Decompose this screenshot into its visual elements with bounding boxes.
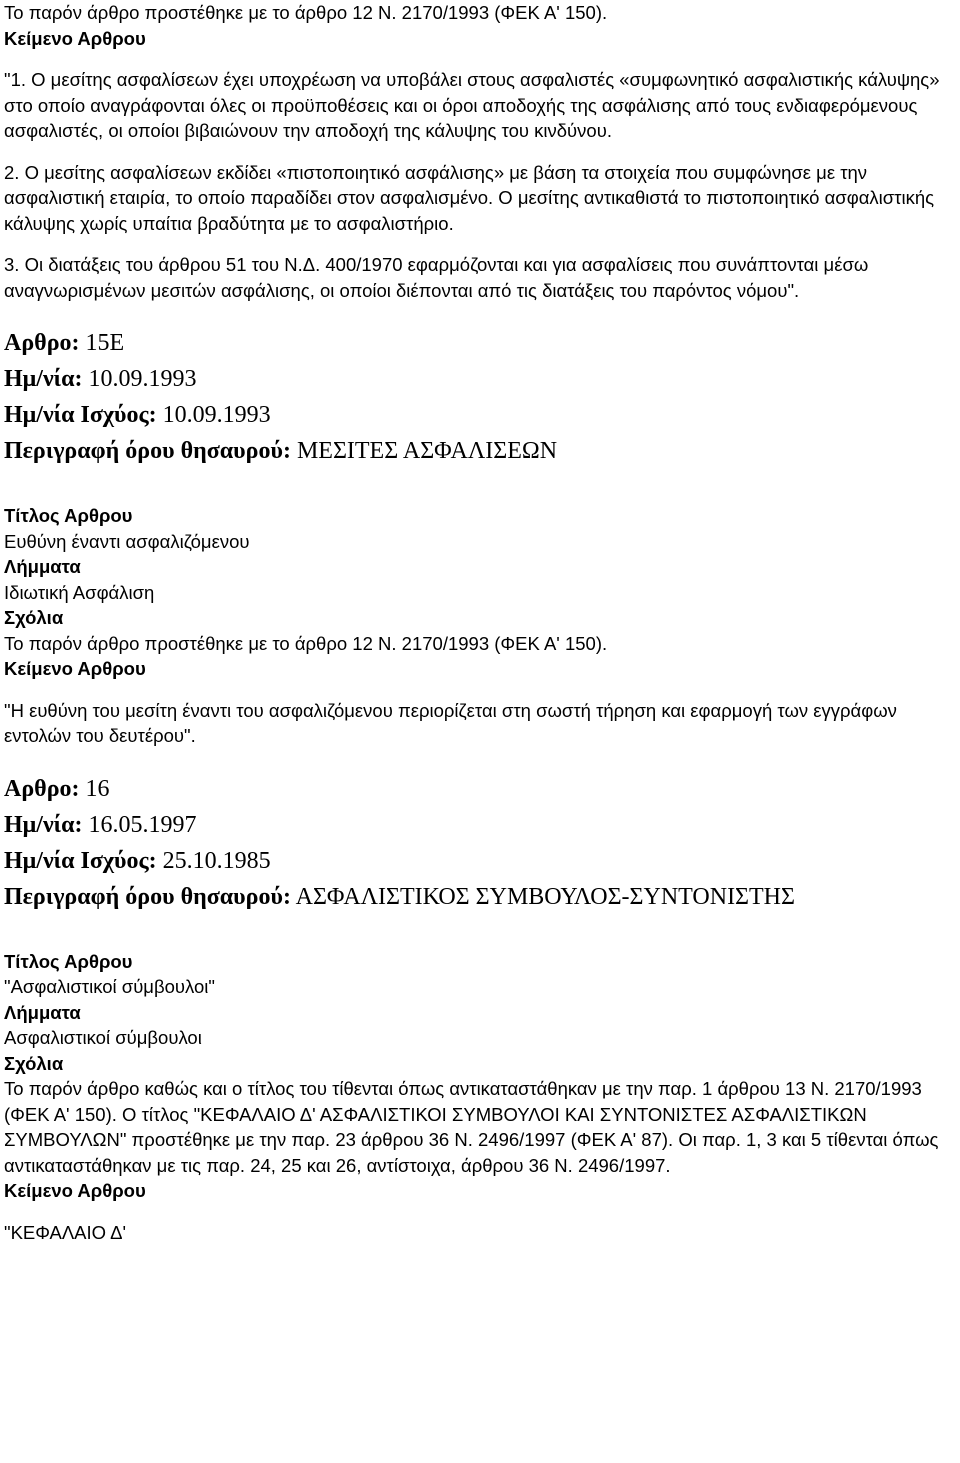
article-effective-row	[4, 843, 954, 879]
title-heading: Τίτλος Αρθρου	[4, 950, 133, 972]
article-paragraph: "1. Ο μεσίτης ασφαλίσεων έχει υποχρέωση να υποβάλει στους ασφαλιστές «συμφωνητικό ασφαλιστικής κάλυψης» στο οποίο αναγράφονται όλες οι προϋποθέσεις και οι όροι αποδοχής της ασφάλισης από τους ενδιαφερόμενους ασφαλιστές, οι οποίοι βιβαιώνουν την αποδοχή της κάλυψης του κινδύνου.	[4, 69, 940, 141]
article-effective-date: 25.10.1985	[162, 847, 271, 874]
thesaurus-term: ΑΣΦΑΛΙΣΤΙΚΟΣ ΣΥΜΒΟΥΛΟΣ-ΣΥΝΤΟΝΙΣΤΗΣ	[295, 883, 795, 910]
article-date: 16.05.1997	[88, 811, 197, 838]
text-heading: Κείμενο Αρθρου	[4, 1180, 146, 1201]
title-heading: Τίτλος Αρθρου	[4, 505, 133, 526]
text-heading: Κείμενο Αρθρου	[4, 27, 146, 49]
document-page	[4, 0, 954, 1245]
effective-label: Ημ/νία Ισχύος:	[4, 847, 157, 874]
article-date-row	[4, 361, 954, 397]
article-label: Αρθρο:	[4, 775, 80, 802]
article-number-row	[4, 771, 954, 807]
article-block-15e	[4, 325, 954, 749]
comments-heading: Σχόλια	[4, 1052, 64, 1074]
comments-heading: Σχόλια	[4, 607, 64, 628]
lemmas-heading: Λήμματα	[4, 556, 81, 577]
thesaurus-label: Περιγραφή όρου θησαυρού:	[4, 883, 291, 910]
article-number: 16	[85, 775, 110, 802]
date-label: Ημ/νία:	[4, 811, 83, 838]
article-date-row	[4, 807, 954, 843]
article-text: "Η ευθύνη του μεσίτη έναντι του ασφαλιζόμενου περιορίζεται στη σωστή τήρηση και εφαρμογή των εγγράφων εντολών του δευτέρου".	[4, 699, 897, 746]
article-title: Ευθύνη έναντι ασφαλιζόμενου	[4, 530, 250, 552]
article-comment: Το παρόν άρθρο προστέθηκε με το άρθρο 12 Ν. 2170/1993 (ΦΕΚ Α' 150).	[4, 632, 608, 654]
thesaurus-term: ΜΕΣΙΤΕΣ ΑΣΦΑΛΙΣΕΩΝ	[296, 438, 558, 464]
article-lemma: Ασφαλιστικοί σύμβουλοι	[4, 1027, 202, 1048]
article-block-16	[4, 771, 954, 1246]
article-comment: Το παρόν άρθρο καθώς και ο τίτλος του τίθενται όπως αντικαταστάθηκαν με την παρ. 1 άρθρου 13 Ν. 2170/1993 (ΦΕΚ Α' 150). Ο τίτλος "ΚΕΦΑΛΑΙΟ Δ' ΑΣΦΑΛΙΣΤΙΚΟΙ ΣΥΜΒΟΥΛΟΙ ΚΑΙ ΣΥΝΤΟΝΙΣΤΕΣ ΑΣΦΑΛΙΣΤΙΚΩΝ ΣΥΜΒΟΥΛΩΝ" προστέθηκε με την παρ. 23 άρθρου 36 Ν. 2496/1997 (ΦΕΚ Α' 87). Οι παρ. 1, 3 και 5 τίθενται όπως αντικαταστάθηκαν με τις παρ. 24, 25 και 26, αντίστοιχα, άρθρου 36 Ν. 2496/1997.	[4, 1078, 939, 1176]
article-paragraph: 3. Οι διατάξεις του άρθρου 51 του Ν.Δ. 400/1970 εφαρμόζονται και για ασφαλίσεις που συνάπτονται μέσω αναγνωρισμένων μεσιτών ασφάλισης, οι οποίοι διέπονται από τις διατάξεις του παρόντος νόμου".	[4, 254, 869, 301]
article-title: "Ασφαλιστικοί σύμβουλοι"	[4, 976, 215, 997]
article-thesaurus-row	[4, 879, 954, 915]
article-lemma: Ιδιωτική Ασφάλιση	[4, 581, 155, 603]
article-number: 15Ε	[85, 330, 125, 356]
article-number-row	[4, 325, 954, 361]
lemmas-heading: Λήμματα	[4, 1001, 81, 1023]
comment-text: Το παρόν άρθρο προστέθηκε με το άρθρο 12 Ν. 2170/1993 (ΦΕΚ Α' 150).	[4, 2, 608, 23]
article-thesaurus-row	[4, 433, 954, 469]
effective-label: Ημ/νία Ισχύος:	[4, 402, 157, 428]
date-label: Ημ/νία:	[4, 366, 83, 392]
article-text: "ΚΕΦΑΛΑΙΟ Δ'	[4, 1221, 127, 1243]
article-effective-date: 10.09.1993	[162, 402, 271, 428]
article-paragraph: 2. Ο μεσίτης ασφαλίσεων εκδίδει «πιστοποιητικό ασφάλισης» με βάση τα στοιχεία που συμφώνησε με την ασφαλιστική εταιρία, το οποίο παραδίδει στον ασφαλισμένο. Ο μεσίτης αντικαθιστά το πιστοποιητικό ασφαλιστικής κάλυψης χωρίς υπαίτια βραδύτητα με το ασφαλιστήριο.	[4, 161, 935, 234]
thesaurus-label: Περιγραφή όρου θησαυρού:	[4, 438, 291, 464]
text-heading: Κείμενο Αρθρου	[4, 658, 146, 679]
article-date: 10.09.1993	[88, 366, 197, 392]
article-effective-row	[4, 397, 954, 433]
article-label: Αρθρο:	[4, 330, 80, 356]
